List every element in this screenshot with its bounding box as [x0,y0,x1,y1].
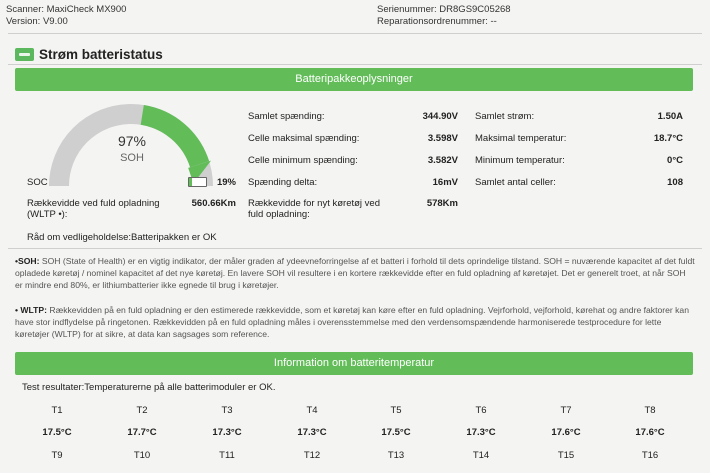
header-divider [8,33,702,34]
version-label: Version: V9.00 [6,16,68,27]
battery-icon [15,48,34,61]
cell-count-value: 108 [667,177,683,188]
soh-percent: 97% [117,133,147,149]
temp-name-t4: T4 [306,405,318,416]
total-voltage-label: Samlet spænding: [248,111,325,122]
soh-note-prefix: •SOH: [15,256,40,266]
cell-min-voltage-label: Celle minimum spænding: [248,155,358,166]
soc-value: 19% [216,177,236,188]
temp-name-t10: T10 [133,450,151,461]
temperature-bar: Information om batteritemperatur [15,352,693,375]
wltp-note-prefix: • WLTP: [15,305,47,315]
range-full-label: Rækkevidde ved fuld opladning (WLTP •): [27,198,160,220]
temp-value-t3: 17.3°C [212,427,242,438]
temp-name-t11: T11 [219,450,235,461]
soh-note [15,255,695,291]
voltage-delta-value: 16mV [432,177,458,188]
temp-name-t14: T14 [472,450,490,461]
temp-name-t3: T3 [221,405,233,416]
range-new-value: 578Km [426,198,458,209]
temp-name-t13: T13 [387,450,405,461]
cell-max-voltage-label: Celle maksimal spænding: [248,133,360,144]
temp-value-t1: 17.5°C [42,427,72,438]
soh-note-text: SOH (State of Health) er en vigtig indikator, der måler graden af ydeevneforringelse af et batteri i forhold til dets oprindelige tilstand. SOH = nuværende kapacitet af det fuldt opladede køretøj / nominel kapacitet af det nye køretøj. En lavere SOH vil resultere i en kortere rækkevidde efter en fuld opladning af køretøjet. Det er generelt troet, at når SOH er mindre end 80%, er lithiumbatterier ikke egnede til brug i køretøjer. [15,256,695,290]
temp-value-t6: 17.3°C [466,427,496,438]
repair-order-number: Reparationsordrenummer: -- [377,16,497,27]
temp-name-t12: T12 [303,450,321,461]
test-result: Test resultater:Temperaturerne på alle batterimoduler er OK. [22,382,276,393]
section-title-text: Strøm batteristatus [39,47,163,62]
range-full-value: 560.66Km [191,198,236,209]
temp-name-t15: T15 [557,450,575,461]
temp-name-t1: T1 [51,405,63,416]
soc-fill [189,178,192,186]
max-temp-label: Maksimal temperatur: [475,133,567,144]
total-current-label: Samlet strøm: [475,111,535,122]
min-temp-label: Minimum temperatur: [475,155,565,166]
scanner-name: Scanner: MaxiCheck MX900 [6,4,127,15]
temp-value-t7: 17.6°C [551,427,581,438]
soh-label: SOH [120,152,144,164]
soc-label: SOC [27,177,48,188]
serial-number: Serienummer: DR8GS9C05268 [377,4,511,15]
report-header-left [6,4,126,28]
range-new-label: Rækkevidde for nyt køretøj ved fuld opladning: [248,198,380,220]
voltage-delta-label: Spænding delta: [248,177,318,188]
cell-max-voltage-value: 3.598V [427,133,458,144]
temp-name-t2: T2 [136,405,148,416]
report-header-right [377,4,511,28]
section-divider [8,64,702,65]
temp-value-t5: 17.5°C [381,427,411,438]
soc-battery-icon [188,177,207,187]
temp-value-t2: 17.7°C [127,427,157,438]
wltp-note [15,304,695,340]
battery-pack-bar: Batteripakkeoplysninger [15,68,693,91]
total-voltage-value: 344.90V [422,111,458,122]
temp-value-t8: 17.6°C [635,427,665,438]
total-current-value: 1.50A [657,111,683,122]
notes-divider [8,248,702,249]
cell-count-label: Samlet antal celler: [475,177,556,188]
max-temp-value: 18.7°C [653,133,683,144]
temp-value-t4: 17.3°C [297,427,327,438]
maintenance-advice: Råd om vedligeholdelse:Batteripakken er OK [27,232,217,243]
temp-name-t9: T9 [51,450,63,461]
temp-name-t5: T5 [390,405,402,416]
cell-min-voltage-value: 3.582V [427,155,458,166]
wltp-note-text: Rækkevidden på en fuld opladning er den estimerede rækkevidde, som et køretøj kan køre efter en fuld opladning. Vejrforhold, vejforhold, kørehat og andre faktorer kan have stor indflydelse på ringetonen. Rækkevidden på en fuld opladning måles i overensstemmelse med den verdensomspændende harmoniserede testprocedure for lette køretøjer (WLTP) for at sikre, at data kan sagsages som reference. [15,305,689,339]
temp-name-t16: T16 [641,450,659,461]
temp-name-t6: T6 [475,405,487,416]
min-temp-value: 0°C [667,155,683,166]
section-title [15,47,163,62]
temp-name-t8: T8 [644,405,656,416]
temp-name-t7: T7 [560,405,572,416]
